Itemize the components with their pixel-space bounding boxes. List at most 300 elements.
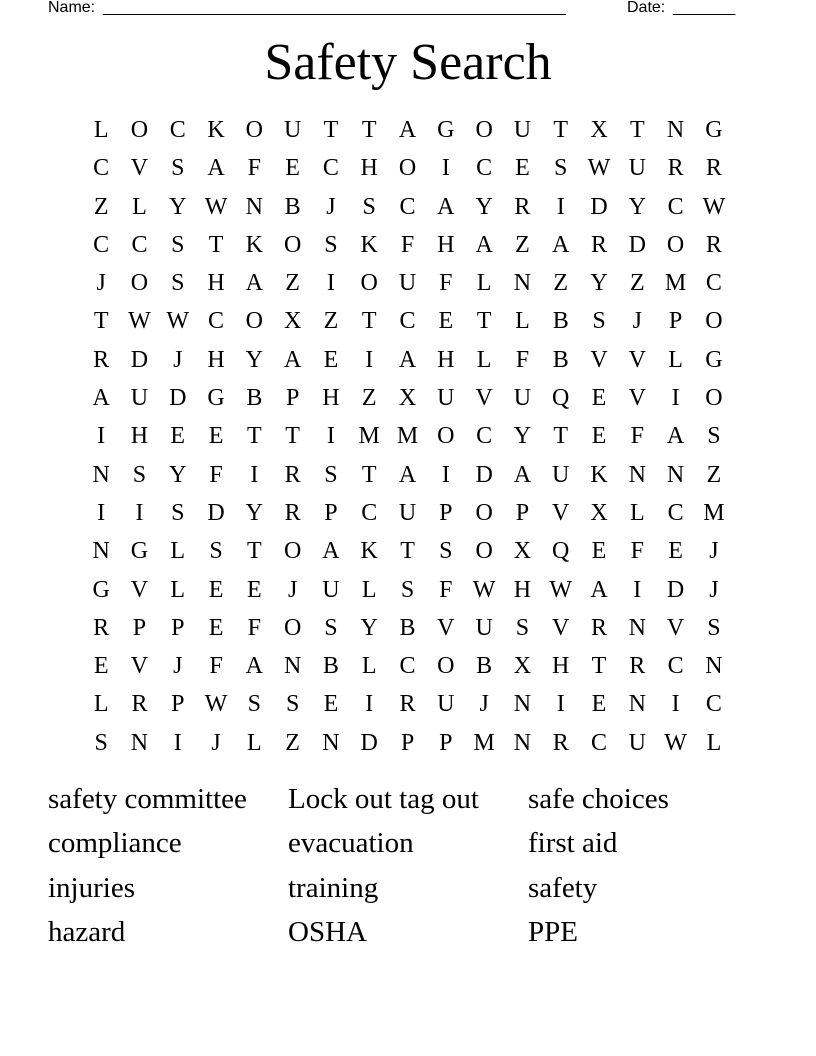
grid-letter: N (245, 193, 263, 220)
grid-letter: E (93, 653, 109, 680)
grid-letter: R (284, 461, 301, 488)
grid-letter: S (324, 614, 338, 641)
grid-letter: L (132, 193, 147, 220)
grid-letter: D (360, 729, 378, 756)
grid-letter: S (554, 155, 568, 182)
grid-letter: O (130, 270, 149, 297)
word-list-item: safety committee (48, 783, 247, 815)
grid-letter: C (667, 653, 684, 680)
grid-letter: T (591, 653, 607, 680)
grid-letter: E (591, 538, 607, 565)
grid-letter: S (362, 193, 376, 220)
grid-letter: C (399, 308, 416, 335)
grid-letter: Y (245, 499, 263, 526)
grid-letter: Y (169, 193, 187, 220)
grid-letter: P (285, 385, 300, 412)
grid-letter: N (513, 729, 532, 756)
grid-letter: J (173, 653, 183, 680)
word-search-grid (82, 111, 733, 762)
grid-letter: R (705, 155, 722, 182)
grid-letter: H (207, 346, 225, 373)
grid-letter: J (173, 346, 183, 373)
grid-letter: I (326, 423, 335, 450)
word-list-item: training (288, 871, 379, 904)
grid-letter: S (324, 461, 338, 488)
grid-letter: S (707, 614, 721, 641)
grid-letter: X (398, 385, 417, 412)
grid-letter: V (628, 346, 646, 373)
grid-letter: E (591, 691, 607, 718)
grid-letter: S (247, 691, 262, 718)
grid-letter: A (283, 346, 302, 373)
grid-letter: C (399, 653, 416, 680)
date-label: Date: (627, 0, 666, 16)
grid-letter: V (628, 385, 646, 412)
grid-letter: D (130, 346, 149, 373)
grid-letter: L (668, 346, 683, 373)
grid-letter: B (476, 653, 493, 680)
grid-letter: L (706, 729, 722, 756)
grid-letter: M (396, 423, 419, 450)
grid-letter: N (513, 270, 532, 297)
grid-letter: R (705, 231, 722, 258)
grid-letter: E (323, 691, 339, 718)
grid-letter: C (361, 499, 378, 526)
grid-letter: I (326, 270, 335, 297)
grid-letter: O (398, 155, 417, 182)
grid-letter: U (628, 155, 646, 182)
grid-letter: F (209, 653, 223, 680)
grid-letter: W (664, 729, 687, 756)
grid-letter: B (552, 346, 569, 373)
grid-letter: O (666, 231, 685, 258)
grid-letter: L (93, 117, 109, 143)
grid-letter: B (552, 308, 569, 335)
grid-letter: Y (475, 193, 493, 220)
grid-letter: B (284, 193, 301, 220)
grid-letter: Z (285, 729, 300, 756)
grid-letter: T (285, 423, 300, 450)
grid-letter: U (437, 691, 455, 718)
grid-letter: O (283, 614, 302, 641)
grid-letter: Y (245, 346, 263, 373)
grid-letter: Z (629, 270, 645, 297)
grid-letter: T (476, 308, 492, 335)
name-label: Name: (48, 0, 96, 16)
grid-letter: A (513, 461, 532, 488)
page-title: Safety Search (264, 34, 552, 91)
grid-letter: O (475, 538, 493, 565)
grid-letter: I (250, 461, 259, 488)
grid-letter: J (287, 576, 298, 603)
grid-letter: W (472, 576, 496, 603)
grid-letter: H (437, 231, 455, 258)
grid-letter: X (513, 653, 532, 680)
grid-letter: K (207, 117, 225, 143)
grid-letter: L (93, 691, 109, 718)
grid-letter: H (437, 346, 455, 373)
grid-letter: P (171, 691, 185, 718)
grid-letter: P (439, 499, 453, 526)
word-list-item: safety (528, 871, 598, 904)
grid-letter: B (246, 385, 263, 412)
grid-letter: G (705, 346, 723, 373)
grid-letter: F (247, 614, 262, 641)
grid-letter: N (513, 691, 532, 718)
grid-letter: E (591, 423, 607, 450)
grid-letter: J (479, 691, 489, 718)
grid-letter: E (208, 576, 224, 603)
grid-letter: J (709, 538, 719, 565)
grid-letter: U (398, 270, 417, 297)
grid-letter: A (245, 270, 263, 297)
grid-letter: G (130, 538, 149, 565)
grid-letter: R (552, 729, 569, 756)
grid-letter: A (398, 346, 417, 373)
grid-letter: J (709, 576, 719, 603)
grid-letter: W (204, 193, 228, 220)
word-list-item: PPE (528, 915, 578, 948)
grid-letter: O (245, 117, 263, 143)
grid-letter: C (169, 117, 186, 143)
grid-letter: O (437, 653, 455, 680)
grid-letter: N (628, 691, 646, 718)
grid-letter: V (437, 614, 455, 641)
grid-letter: S (285, 691, 300, 718)
word-list-item: first aid (528, 827, 618, 860)
grid-letter: L (476, 270, 492, 297)
grid-letter: R (131, 691, 148, 718)
grid-letter: J (326, 193, 336, 220)
grid-letter: U (130, 385, 149, 412)
word-list-item: Lock out tag out (288, 783, 479, 815)
grid-letter: K (360, 231, 378, 258)
grid-letter: C (667, 499, 684, 526)
grid-letter: U (628, 729, 646, 756)
grid-letter: I (135, 499, 144, 526)
grid-letter: Y (360, 614, 378, 641)
grid-letter: A (207, 155, 225, 182)
grid-letter: J (96, 270, 106, 297)
grid-letter: R (284, 499, 301, 526)
grid-letter: I (441, 155, 450, 182)
grid-letter: I (365, 691, 374, 718)
grid-letter: F (630, 538, 644, 565)
grid-letter: Y (628, 193, 646, 220)
grid-letter: A (666, 423, 685, 450)
word-list-item: hazard (48, 915, 126, 948)
grid-letter: C (208, 308, 225, 335)
grid-letter: Y (513, 423, 532, 450)
grid-letter: H (360, 155, 378, 182)
grid-letter: P (171, 614, 185, 641)
grid-letter: S (171, 231, 185, 258)
grid-letter: W (549, 576, 573, 603)
grid-letter: D (590, 193, 608, 220)
grid-letter: N (322, 729, 340, 756)
grid-letter: D (475, 461, 493, 488)
grid-letter: F (400, 231, 415, 258)
grid-letter: E (591, 385, 607, 412)
grid-letter: E (515, 155, 530, 182)
grid-letter: N (705, 653, 723, 680)
date-field-line: _______ (673, 0, 736, 16)
grid-letter: C (399, 193, 416, 220)
grid-letter: N (130, 729, 149, 756)
grid-letter: U (283, 117, 302, 143)
grid-letter: V (475, 385, 493, 412)
grid-letter: O (283, 538, 302, 565)
grid-letter: F (247, 155, 262, 182)
grid-letter: T (361, 308, 377, 335)
grid-letter: I (633, 576, 642, 603)
grid-letter: W (128, 308, 151, 335)
grid-letter: S (171, 499, 185, 526)
word-list-item: injuries (48, 871, 135, 904)
grid-letter: P (439, 729, 453, 756)
grid-letter: C (705, 270, 722, 297)
grid-letter: F (439, 576, 453, 603)
grid-letter: L (247, 729, 262, 756)
grid-letter: M (473, 729, 495, 756)
grid-letter: E (438, 308, 454, 335)
grid-letter: L (170, 576, 186, 603)
grid-letter: R (591, 614, 608, 641)
grid-letter: S (94, 729, 108, 756)
grid-letter: N (92, 461, 110, 488)
grid-letter: N (628, 614, 646, 641)
grid-letter: Z (706, 461, 722, 488)
grid-letter: Q (552, 385, 570, 412)
grid-letter: E (170, 423, 186, 450)
grid-letter: H (207, 270, 225, 297)
grid-letter: H (130, 423, 149, 450)
grid-letter: T (323, 117, 339, 143)
grid-letter: R (591, 231, 608, 258)
grid-letter: G (705, 117, 723, 143)
grid-letter: I (173, 729, 182, 756)
grid-letter: L (361, 576, 377, 603)
grid-letter: T (361, 461, 377, 488)
grid-letter: U (437, 385, 455, 412)
grid-letter: F (439, 270, 453, 297)
grid-letter: I (556, 691, 565, 718)
grid-letter: N (666, 117, 685, 143)
grid-letter: G (92, 576, 110, 603)
grid-letter: E (323, 346, 339, 373)
grid-letter: H (513, 576, 532, 603)
grid-letter: V (552, 614, 570, 641)
grid-letter: V (130, 155, 149, 182)
grid-letter: T (93, 308, 109, 335)
grid-letter: T (361, 117, 377, 143)
grid-letter: V (130, 576, 149, 603)
grid-letter: H (322, 385, 340, 412)
grid-letter: T (629, 117, 645, 143)
grid-letter: F (630, 423, 644, 450)
grid-letter: L (629, 499, 645, 526)
grid-letter: C (93, 155, 110, 182)
grid-letter: S (707, 423, 721, 450)
grid-letter: U (475, 614, 493, 641)
grid-letter: X (513, 538, 532, 565)
grid-letter: E (247, 576, 262, 603)
grid-letter: A (92, 385, 110, 412)
grid-letter: D (628, 231, 646, 258)
grid-letter: N (92, 538, 110, 565)
grid-letter: S (132, 461, 147, 488)
grid-letter: U (552, 461, 570, 488)
grid-letter: R (514, 193, 531, 220)
grid-letter: C (705, 691, 722, 718)
grid-letter: E (285, 155, 300, 182)
grid-letter: I (556, 193, 565, 220)
grid-letter: A (398, 117, 417, 143)
grid-letter: L (476, 346, 492, 373)
grid-letter: C (93, 231, 110, 258)
grid-letter: A (475, 231, 493, 258)
grid-letter: C (476, 155, 493, 182)
grid-letter: V (590, 346, 608, 373)
grid-letter: V (666, 614, 685, 641)
grid-letter: C (131, 231, 148, 258)
grid-letter: U (322, 576, 340, 603)
grid-letter: O (475, 117, 493, 143)
grid-letter: S (439, 538, 453, 565)
grid-letter: A (398, 461, 417, 488)
grid-letter: T (208, 231, 224, 258)
grid-letter: S (515, 614, 530, 641)
grid-letter: E (208, 614, 224, 641)
grid-letter: K (245, 231, 263, 258)
grid-letter: R (399, 691, 416, 718)
grid-letter: N (283, 653, 302, 680)
grid-letter: D (207, 499, 225, 526)
grid-letter: O (245, 308, 263, 335)
grid-letter: H (552, 653, 570, 680)
grid-letter: Z (361, 385, 377, 412)
word-list-item: evacuation (288, 827, 414, 860)
grid-letter: J (211, 729, 221, 756)
grid-letter: G (207, 385, 225, 412)
grid-letter: R (93, 614, 110, 641)
grid-letter: S (171, 155, 185, 182)
grid-letter: S (592, 308, 606, 335)
grid-letter: L (515, 308, 530, 335)
grid-letter: O (437, 423, 455, 450)
grid-letter: W (166, 308, 190, 335)
grid-letter: V (552, 499, 570, 526)
word-list-item: safe choices (528, 783, 669, 815)
grid-letter: L (361, 653, 377, 680)
grid-letter: P (400, 729, 415, 756)
grid-letter: S (400, 576, 415, 603)
grid-letter: Y (169, 461, 187, 488)
word-list (48, 777, 768, 954)
grid-letter: A (322, 538, 340, 565)
grid-letter: P (668, 308, 683, 335)
name-field-line: ____________________________________________________ (103, 0, 566, 16)
grid-letter: Y (590, 270, 608, 297)
grid-letter: J (632, 308, 642, 335)
grid-letter: O (705, 385, 723, 412)
grid-letter: A (437, 193, 455, 220)
grid-letter: V (130, 653, 149, 680)
grid-letter: U (513, 385, 532, 412)
grid-letter: Z (515, 231, 530, 258)
grid-letter: C (667, 193, 684, 220)
grid-letter: T (553, 423, 569, 450)
grid-letter: Z (553, 270, 569, 297)
grid-letter: X (590, 117, 608, 143)
grid-letter: D (169, 385, 187, 412)
grid-letter: X (590, 499, 608, 526)
grid-letter: I (671, 691, 680, 718)
grid-letter: A (245, 653, 263, 680)
grid-letter: T (247, 423, 262, 450)
grid-letter: N (666, 461, 685, 488)
grid-letter: R (629, 653, 646, 680)
grid-letter: T (400, 538, 415, 565)
grid-letter: X (283, 308, 302, 335)
grid-letter: K (360, 538, 378, 565)
grid-letter: R (93, 346, 110, 373)
grid-letter: B (399, 614, 416, 641)
grid-letter: M (358, 423, 380, 450)
grid-letter: P (324, 499, 338, 526)
grid-letter: M (664, 270, 687, 297)
grid-letter: W (702, 193, 726, 220)
grid-letter: I (97, 423, 106, 450)
grid-letter: I (365, 346, 374, 373)
header (48, 0, 748, 18)
grid-letter: F (515, 346, 530, 373)
grid-letter: K (590, 461, 608, 488)
grid-letter: O (475, 499, 493, 526)
grid-letter: Z (323, 308, 339, 335)
grid-letter: Z (93, 193, 109, 220)
grid-letter: W (587, 155, 611, 182)
grid-letter: T (247, 538, 262, 565)
grid-letter: W (204, 691, 228, 718)
grid-letter: U (513, 117, 532, 143)
grid-letter: C (322, 155, 339, 182)
grid-letter: O (283, 231, 302, 258)
grid-letter: S (209, 538, 223, 565)
grid-letter: D (666, 576, 685, 603)
grid-letter: S (324, 231, 338, 258)
grid-letter: T (553, 117, 569, 143)
grid-letter: A (552, 231, 570, 258)
grid-letter: I (671, 385, 680, 412)
grid-letter: L (170, 538, 186, 565)
grid-letter: B (322, 653, 339, 680)
grid-letter: M (703, 499, 725, 526)
grid-letter: U (398, 499, 417, 526)
grid-letter: P (132, 614, 147, 641)
grid-letter: P (515, 499, 530, 526)
grid-letter: E (668, 538, 683, 565)
grid-letter: Q (552, 538, 570, 565)
grid-letter: Z (285, 270, 300, 297)
grid-letter: O (705, 308, 723, 335)
grid-letter: S (171, 270, 185, 297)
grid-letter: G (437, 117, 455, 143)
word-list-item: OSHA (288, 915, 367, 948)
grid-letter: F (209, 461, 223, 488)
grid-letter: A (590, 576, 608, 603)
word-list-item: compliance (48, 827, 182, 860)
